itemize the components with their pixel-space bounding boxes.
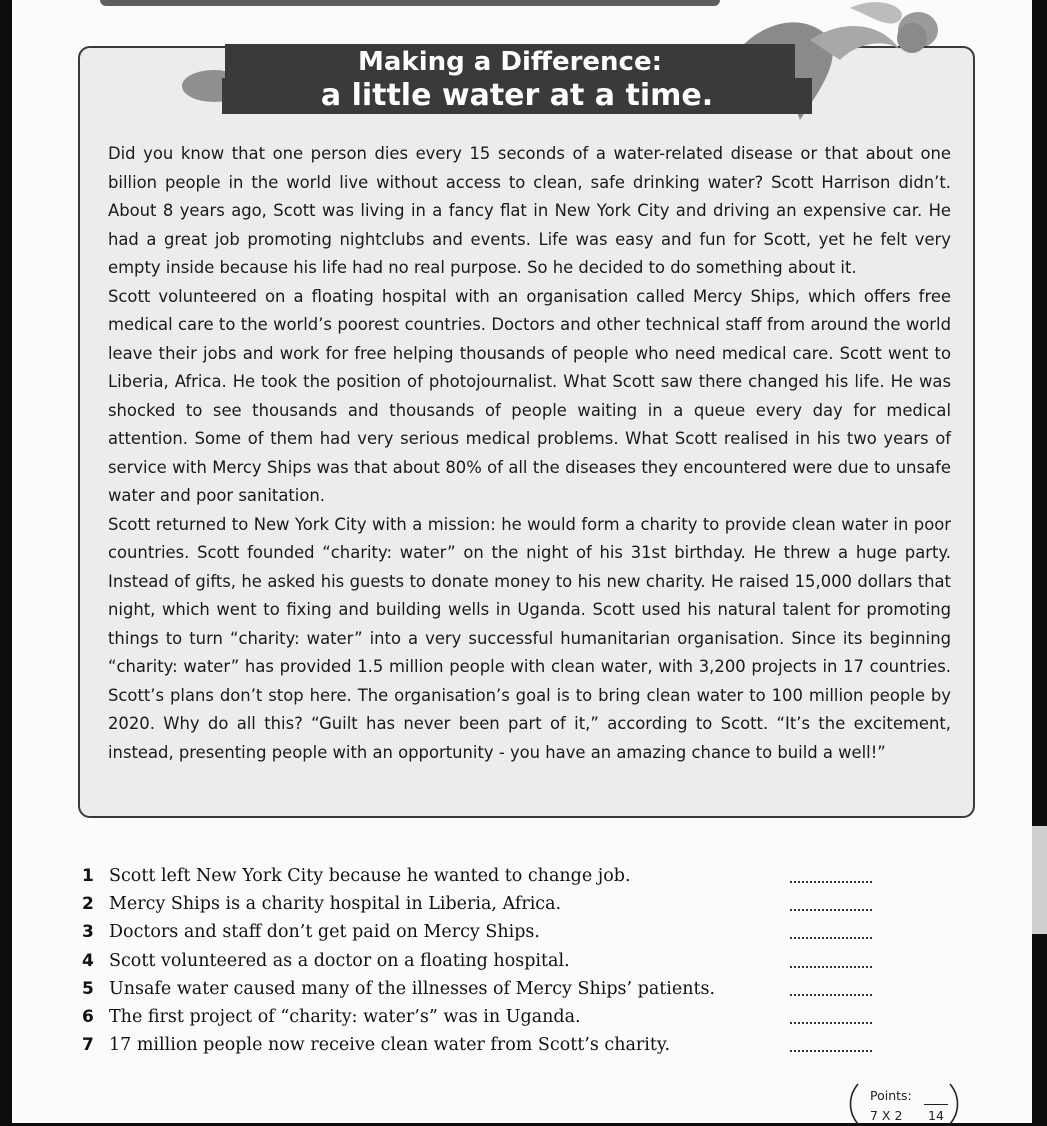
statement-number: 7 (82, 1035, 94, 1056)
statement-number: 4 (82, 950, 94, 971)
points-label: Points: (870, 1088, 912, 1103)
statement-row (82, 975, 882, 1003)
points-total: 14 (928, 1108, 944, 1123)
answer-blank[interactable] (790, 994, 872, 996)
statement-row (82, 890, 882, 918)
statement-text: The first project of “charity: water’s” was in Uganda. (109, 1006, 581, 1027)
statement-row (82, 862, 882, 890)
answer-blank[interactable] (790, 909, 872, 911)
statement-text: 17 million people now receive clean water from Scott’s charity. (109, 1035, 671, 1056)
article-paragraph: Scott returned to New York City with a mission: he would form a charity to provide clean water in poor countries. Scott founded “charity: water” on the night of his 31st birthday. He threw a huge party. Instead of gifts, he asked his guests to donate money to his new charity. He raised 15,000 dollars that night, which went to fixing and building wells in Uganda. Scott used his natural talent for promoting things to turn “charity: water” into a very successful humanitarian organisation. Since its beginning “charity: water” has provided 1.5 million people with clean water, with 3,200 projects in 17 countries. Scott’s plans don’t stop here. The organisation’s goal is to bring clean water to 100 million people by 2020. Why do all this? “Guilt has never been part of it,” according to Scott. “It’s the excitement, instead, presenting people with an opportunity - you have an amazing chance to build a well!” (108, 514, 951, 762)
title-line-2: a little water at a time. (222, 78, 812, 114)
statement-text: Mercy Ships is a charity hospital in Liberia, Africa. (109, 894, 562, 915)
answer-blank[interactable] (790, 1022, 872, 1024)
statement-row (82, 918, 882, 946)
statement-number: 5 (82, 978, 94, 999)
points-multiplier: 7 X 2 (870, 1108, 903, 1123)
points-score (846, 1082, 962, 1126)
article-paragraph: Did you know that one person dies every 15 seconds of a water-related disease or that about one billion people in the world live without access to clean, safe drinking water? Scott Harrison didn’t. About 8 years ago, Scott was living in a fancy flat in New York City and driving an expensive car. He had a great job promoting nightclubs and events. Life was easy and fun for Scott, yet he felt very empty inside because his life had no real purpose. So he decided to do something about it. (108, 144, 951, 277)
answer-blank[interactable] (790, 937, 872, 939)
statement-row (82, 1031, 882, 1059)
statement-row (82, 1003, 882, 1031)
statement-number: 3 (82, 922, 94, 943)
statement-text: Unsafe water caused many of the illnesses of Mercy Ships’ patients. (109, 978, 716, 999)
article-text (108, 140, 951, 767)
title-line-1: Making a Difference: (225, 44, 795, 80)
statement-number: 2 (82, 894, 94, 915)
answer-blank[interactable] (790, 966, 872, 968)
true-false-statements (82, 862, 882, 1059)
statement-number: 1 (82, 866, 94, 886)
statement-number: 6 (82, 1006, 94, 1027)
statement-text: Doctors and staff don’t get paid on Mercy Ships. (109, 922, 540, 943)
answer-blank[interactable] (790, 1050, 872, 1052)
statement-row (82, 947, 882, 975)
page-edge-strip (1032, 826, 1047, 934)
score-fraction-line (924, 1104, 948, 1105)
article-paragraph: Scott volunteered on a floating hospital with an organisation called Mercy Ships, which offers free medical care to the world’s poorest countries. Doctors and other technical staff from around the world leave their jobs and work for free helping thousands of people who need medical care. Scott went to Liberia, Africa. He took the position of photojournalist. What Scott saw there changed his life. He was shocked to see thousands and thousands of people waiting in a queue every day for medical attention. Some of them had very serious medical problems. What Scott realised in his two years of service with Mercy Ships was that about 80% of all the diseases they encountered were due to unsafe water and poor sanitation. (108, 286, 951, 505)
statement-text: Scott left New York City because he wanted to change job. (109, 866, 631, 886)
answer-blank[interactable] (790, 881, 872, 883)
statement-text: Scott volunteered as a doctor on a floating hospital. (109, 950, 570, 971)
cut-off-instruction-line (100, 0, 720, 6)
